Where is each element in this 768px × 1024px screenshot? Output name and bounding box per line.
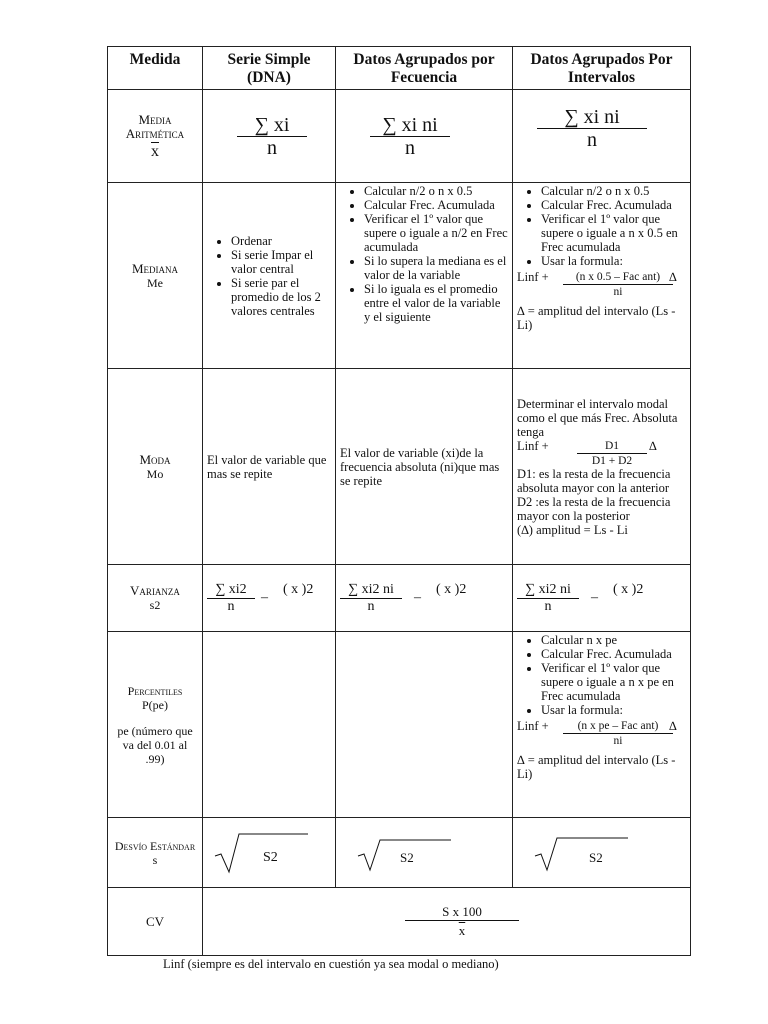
cv-label: CV (145, 913, 165, 929)
minus-sign: – (591, 590, 598, 605)
header-frecuencia: Datos Agrupados por Fecuencia (336, 47, 513, 90)
list-item: • Calcular n/2 o n x 0.5 (541, 184, 686, 198)
list-item: • Calcular n x pe (541, 633, 686, 647)
list-item: • Verificar el 1º valor que supere o iguale a n/2 en Frec acumulada (364, 212, 508, 254)
moda-symbol: Mo (146, 466, 164, 481)
media-label: Media Aritmética (125, 112, 185, 141)
row-moda (108, 369, 691, 565)
list-item: • Usar la formula: (541, 703, 686, 717)
formula-prefix: Linf + (517, 719, 549, 733)
media-frecuencia (336, 90, 513, 183)
header-serie-simple: Serie Simple (DNA) (203, 47, 336, 90)
sqrt-icon (533, 836, 628, 874)
media-simple-num: ∑ xi (254, 114, 290, 136)
varianza-frecuencia (336, 565, 513, 632)
row-mediana (108, 183, 691, 369)
radicand: S2 (400, 849, 414, 865)
percentiles-simple (203, 632, 336, 818)
delta-symbol: ∆ (669, 270, 677, 284)
list-item: • Si serie Impar el valor central (231, 248, 331, 276)
moda-int-amp: (∆) amplitud = Ls - Li (517, 522, 628, 537)
media-simple-den: n (237, 136, 307, 159)
list-item: • Si lo supera la mediana es el valor de la variable (364, 254, 508, 282)
label-cv (108, 888, 203, 956)
moda-int-d1: D1: es la resta de la frecuencia absoluta mayor con la anterior (517, 466, 671, 495)
media-frec-num: ∑ xi ni (382, 114, 438, 136)
varianza-int-den: n (517, 598, 579, 615)
mean-squared: ( x )2 (436, 582, 467, 597)
mediana-frecuencia (336, 183, 513, 369)
moda-int-d2: D2 :es la resta de la frecuencia mayor con la posterior (517, 494, 671, 523)
header-intervalos: Datos Agrupados Por Intervalos (513, 47, 691, 90)
label-varianza (108, 565, 203, 632)
mediana-int-formula (517, 268, 686, 300)
media-symbol: $\overline{x}$ (151, 143, 159, 160)
moda-int-formula (517, 439, 686, 467)
list-item: • Verificar el 1º valor que supere o iguale a n x 0.5 en Frec acumulada (541, 212, 686, 254)
row-media (108, 90, 691, 183)
list-item: • Calcular Frec. Acumulada (541, 198, 686, 212)
percentiles-intervalos (513, 632, 691, 818)
minus-sign: – (261, 590, 268, 605)
mediana-simple-list (207, 234, 331, 318)
desvio-symbol: s (152, 852, 158, 867)
media-frec-den: n (370, 136, 450, 159)
media-intervalos (513, 90, 691, 183)
mediana-intervalos (513, 183, 691, 369)
sqrt-icon (213, 832, 308, 876)
moda-intervalos (513, 369, 691, 565)
varianza-simple (203, 565, 336, 632)
formula-num: D1 (604, 439, 620, 452)
row-desvio (108, 818, 691, 888)
media-simple (203, 90, 336, 183)
varianza-frec-num: ∑ xi2 ni (348, 582, 394, 597)
mediana-int-list (517, 184, 686, 268)
formula-num: (n x 0.5 – Fac ant) (575, 271, 661, 283)
cv-num: S x 100 (442, 904, 482, 919)
label-media (108, 90, 203, 183)
label-moda (108, 369, 203, 565)
percentiles-int-note: ∆ = amplitud del intervalo (Ls - Li) (517, 753, 676, 781)
row-percentiles (108, 632, 691, 818)
mediana-symbol: Me (147, 275, 163, 290)
varianza-int-num: ∑ xi2 ni (525, 582, 571, 597)
formula-den: ni (563, 284, 673, 299)
percentiles-frecuencia (336, 632, 513, 818)
percentiles-label: Percentiles (127, 683, 183, 698)
varianza-frec-den: n (340, 598, 402, 615)
list-item: • Si serie par el promedio de los 2 valores centrales (231, 276, 331, 318)
mediana-simple (203, 183, 336, 369)
desvio-label: Desvío Estándar (114, 838, 196, 853)
media-int-num: ∑ xi ni (564, 106, 620, 128)
varianza-simple-num: ∑ xi2 (215, 582, 247, 597)
list-item: • Calcular Frec. Acumulada (541, 647, 686, 661)
cv-formula-cell (203, 888, 691, 956)
header-medida: Medida (108, 47, 203, 90)
media-int-den: n (537, 128, 647, 151)
moda-label: Moda (139, 451, 171, 467)
list-item: • Calcular Frec. Acumulada (364, 198, 508, 212)
varianza-label: Varianza (130, 583, 180, 598)
delta-symbol: ∆ (649, 438, 657, 453)
radicand: S2 (589, 849, 603, 865)
percentiles-symbol: P(pe) (142, 697, 168, 712)
formula-den: ni (563, 733, 673, 748)
desvio-frecuencia (336, 818, 513, 888)
label-mediana (108, 183, 203, 369)
formula-table (107, 46, 691, 956)
varianza-intervalos (513, 565, 691, 632)
list-item: • Calcular n/2 o n x 0.5 (364, 184, 508, 198)
row-cv (108, 888, 691, 956)
percentiles-int-formula (517, 717, 686, 749)
moda-simple: El valor de variable que mas se repite (203, 369, 336, 565)
delta-symbol: ∆ (669, 719, 677, 733)
moda-int-intro: Determinar el intervalo modal como el que más Frec. Absoluta tenga (517, 396, 678, 439)
mediana-label: Mediana (131, 260, 179, 276)
radicand: S2 (263, 849, 278, 865)
moda-frecuencia: El valor de variable (xi)de la frecuencia absoluta (ni)que mas se repite (336, 369, 513, 565)
cv-den: $\overline{x}$ (458, 923, 466, 938)
percentiles-note: pe (número que va del 0.01 al .99) (117, 723, 193, 766)
list-item: • Verificar el 1º valor que supere o iguale a n x pe en Frec acumulada (541, 661, 686, 703)
varianza-symbol: s2 (149, 598, 161, 612)
desvio-simple (203, 818, 336, 888)
percentiles-int-list (517, 633, 686, 717)
formula-prefix: Linf + (517, 270, 549, 284)
label-desvio (108, 818, 203, 888)
formula-num: (n x pe – Fac ant) (577, 720, 659, 732)
mean-squared: ( x )2 (613, 582, 644, 597)
footnote: Linf (siempre es del intervalo en cuestión ya sea modal o mediano) (163, 957, 499, 971)
varianza-simple-den: n (207, 598, 255, 615)
mediana-frec-list (340, 184, 508, 324)
list-item: • Si lo iguala es el promedio entre el valor de la variable y el siguiente (364, 282, 508, 324)
label-percentiles (108, 632, 203, 818)
formula-prefix: Linf + (517, 438, 549, 453)
row-varianza (108, 565, 691, 632)
list-item: • Ordenar (231, 234, 331, 248)
formula-den: D1 + D2 (577, 453, 647, 468)
mean-squared: ( x )2 (283, 582, 314, 597)
minus-sign: – (414, 590, 421, 605)
mediana-int-note: ∆ = amplitud del intervalo (Ls - Li) (517, 304, 676, 332)
desvio-intervalos (513, 818, 691, 888)
list-item: • Usar la formula: (541, 254, 686, 268)
